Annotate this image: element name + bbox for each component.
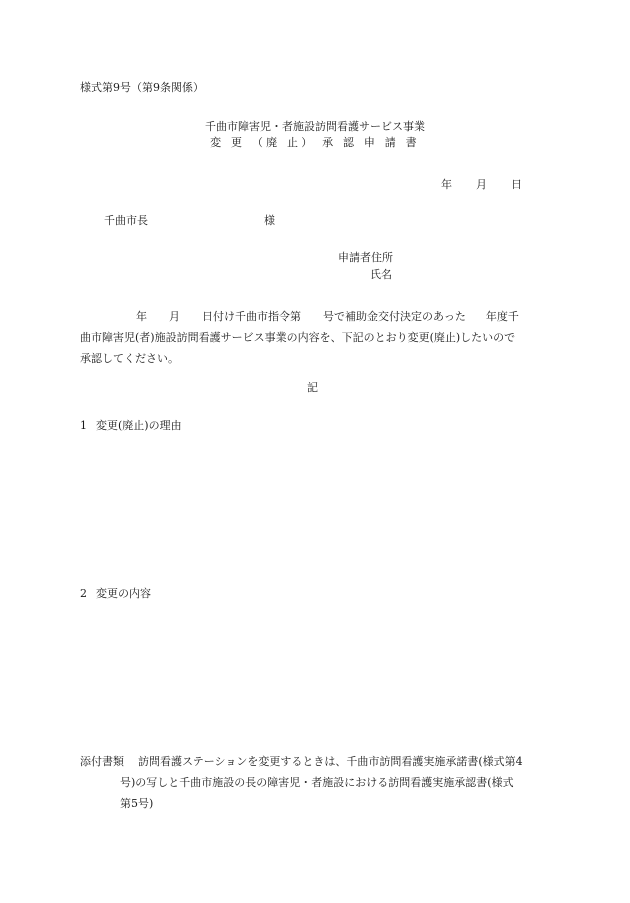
body-line3: 承認してください。 — [80, 352, 179, 365]
item-content-number: 2 — [80, 587, 87, 600]
applicant-name-label: 氏名 — [370, 268, 392, 281]
attachments-line3: 第5号) — [120, 797, 154, 810]
date-day: 日 — [511, 178, 522, 191]
attachments-line1: 訪問看護ステーションを変更するときは、千曲市訪問看護実施承諾書(様式第4 — [138, 755, 523, 768]
item-reason — [80, 420, 182, 431]
applicant-address-label: 申請者住所 — [338, 251, 393, 264]
item-content-label: 変更の内容 — [96, 587, 151, 600]
request-body — [80, 306, 555, 369]
form-title-line1: 千曲市障害児・者施設訪問看護サービス事業 — [205, 120, 425, 133]
form-number: 様式第9号（第9条関係） — [80, 81, 204, 94]
date-month: 月 — [476, 178, 487, 191]
date-line — [441, 179, 522, 190]
form-title-line2: 変 更 （廃 止） 承 認 申 請 書 — [210, 136, 420, 149]
addressee-name: 千曲市長 — [104, 214, 148, 227]
body-line2: 曲市障害児(者)施設訪問看護サービス事業の内容を、下記のとおり変更(廃止)したいので — [80, 331, 516, 344]
item-reason-number: 1 — [80, 419, 87, 432]
attachments-label: 添付書類 — [80, 755, 124, 768]
ki-heading: 記 — [307, 381, 318, 394]
addressee-honorific: 様 — [264, 214, 275, 227]
item-content — [80, 588, 151, 599]
attachments-line2: 号)の写しと千曲市施設の長の障害児・者施設における訪問看護実施承認書(様式 — [120, 776, 514, 789]
item-reason-label: 変更(廃止)の理由 — [96, 419, 182, 432]
addressee — [104, 215, 275, 226]
body-line1: 年 月 日付け千曲市指令第 号で補助金交付決定のあった 年度千 — [136, 310, 519, 323]
date-year: 年 — [441, 178, 452, 191]
